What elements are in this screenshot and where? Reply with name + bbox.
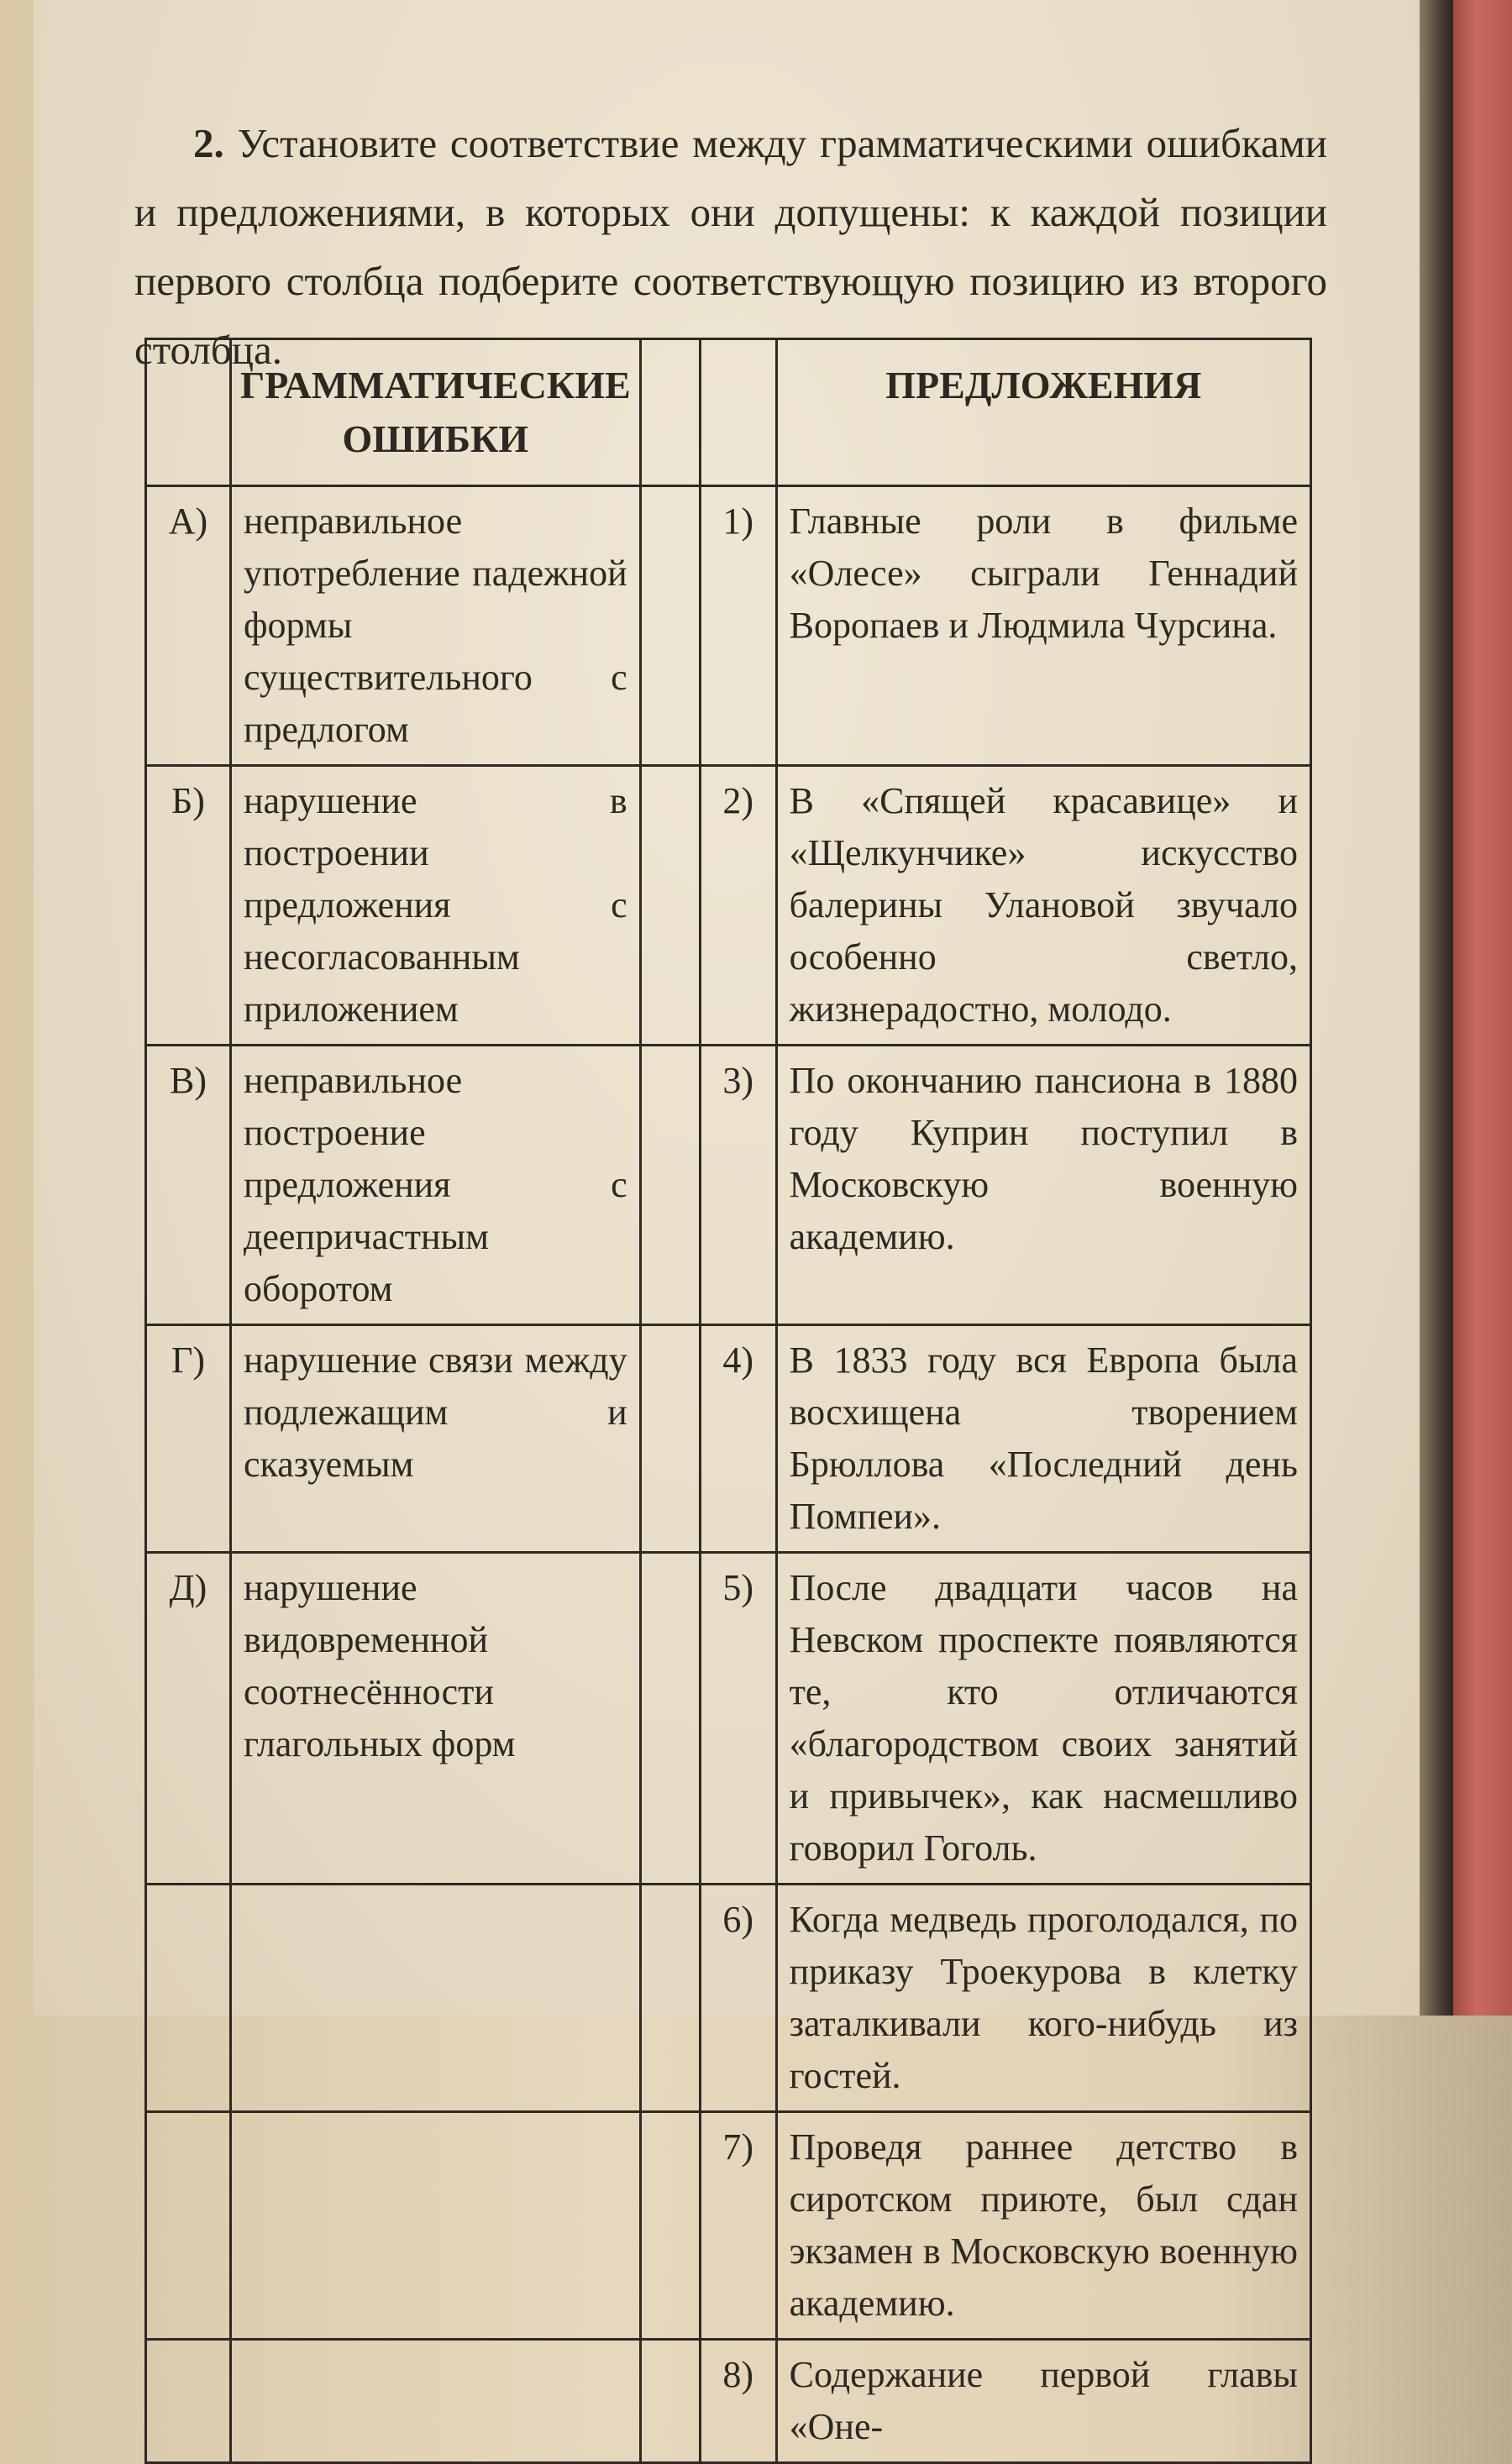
gap-cell <box>640 1046 700 1325</box>
error-text: неправильное построение предложения с деепричастным оборотом <box>231 1046 641 1325</box>
page-binding-shadow <box>1420 0 1453 2016</box>
table-row <box>146 2112 1311 2340</box>
table-row <box>146 2340 1311 2463</box>
gap-cell <box>640 2340 700 2463</box>
task-number: 2. <box>193 120 224 166</box>
sentence-text: В 1833 году вся Европа была восхищена творением Брюллова «Последний день Помпеи». <box>776 1325 1310 1553</box>
error-letter <box>146 1885 231 2112</box>
sentence-text: После двадцати часов на Невском проспекте появляются те, кто отличаются «благородством своих занятий и привычек», как насмешливо говорил Гоголь. <box>776 1553 1310 1885</box>
sentence-text: Когда медведь проголодался, по приказу Троекурова в клетку заталкивали кого-нибудь из гостей. <box>776 1885 1310 2112</box>
header-gap-cell <box>640 339 700 486</box>
header-num-cell <box>700 339 776 486</box>
sentence-number: 3) <box>700 1046 776 1325</box>
gap-cell <box>640 1325 700 1553</box>
table-row <box>146 766 1311 1046</box>
error-letter: Б) <box>146 766 231 1046</box>
sentence-number: 5) <box>700 1553 776 1885</box>
table-row <box>146 1325 1311 1553</box>
error-text <box>231 2340 641 2463</box>
sentence-text: Содержание первой главы «Оне- <box>776 2340 1310 2463</box>
sentence-text: Проведя раннее детство в сиротском приюте, был сдан экзамен в Московскую военную академию. <box>776 2112 1310 2340</box>
error-letter <box>146 2112 231 2340</box>
sentence-number: 7) <box>700 2112 776 2340</box>
sentence-number: 6) <box>700 1885 776 2112</box>
table-row <box>146 1553 1311 1885</box>
gap-cell <box>640 1885 700 2112</box>
header-sentences: ПРЕДЛОЖЕНИЯ <box>776 339 1310 486</box>
error-text <box>231 2112 641 2340</box>
sentence-number: 8) <box>700 2340 776 2463</box>
task-text: Установите соответствие между грамматическими ошибками и предложениями, в которых они допущены: к каждой позиции первого столбца подберите соответствующую позицию из второго столбца. <box>134 120 1327 373</box>
sentence-number: 1) <box>700 486 776 766</box>
error-text: нарушение связи между подлежащим и сказуемым <box>231 1325 641 1553</box>
error-text: нарушение видовременной соотнесённости глагольных форм <box>231 1553 641 1885</box>
sentence-text: По окончанию пансиона в 1880 году Куприн поступил в Московскую военную академию. <box>776 1046 1310 1325</box>
table-row <box>146 1046 1311 1325</box>
error-text <box>231 1885 641 2112</box>
error-letter: А) <box>146 486 231 766</box>
sentence-number: 2) <box>700 766 776 1046</box>
error-letter: Д) <box>146 1553 231 1885</box>
table-row <box>146 1885 1311 2112</box>
gap-cell <box>640 486 700 766</box>
sentence-text: Главные роли в фильме «Олесе» сыграли Геннадий Воропаев и Людмила Чурсина. <box>776 486 1310 766</box>
error-letter: Г) <box>146 1325 231 1553</box>
matching-table <box>144 338 1312 2464</box>
sentence-text: В «Спящей красавице» и «Щелкунчике» искусство балерины Улановой звучало особенно светло, жизнерадостно, молодо. <box>776 766 1310 1046</box>
gap-cell <box>640 766 700 1046</box>
error-letter: В) <box>146 1046 231 1325</box>
sentence-number: 4) <box>700 1325 776 1553</box>
table-header-row <box>146 339 1311 486</box>
error-text: нарушение в построении предложения с несогласованным приложением <box>231 766 641 1046</box>
error-letter <box>146 2340 231 2463</box>
gap-cell <box>640 1553 700 1885</box>
gap-cell <box>640 2112 700 2340</box>
header-errors: ГРАММАТИЧЕСКИЕ ОШИБКИ <box>231 339 641 486</box>
error-text: неправильное употребление падежной формы существительного с предлогом <box>231 486 641 766</box>
header-letter-cell <box>146 339 231 486</box>
table-row <box>146 486 1311 766</box>
book-cover-edge <box>1453 0 1512 2016</box>
